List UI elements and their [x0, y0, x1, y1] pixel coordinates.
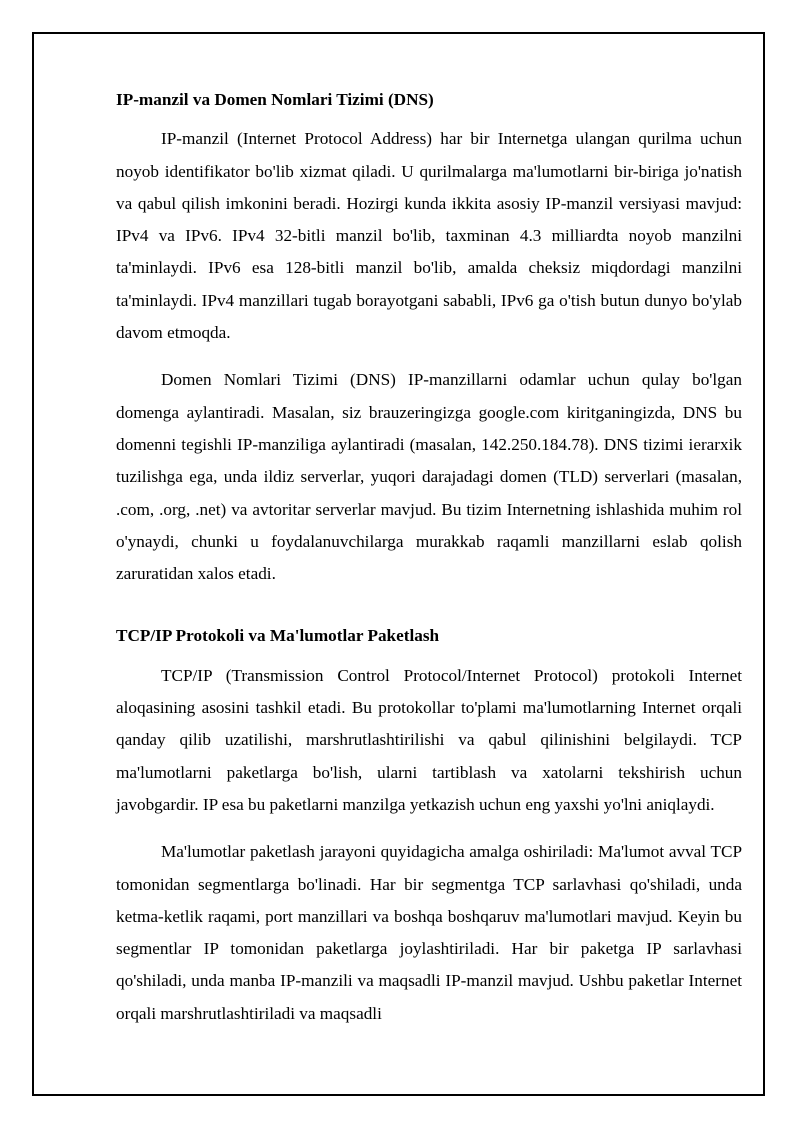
paragraph: Ma'lumotlar paketlash jarayoni quyidagicha amalga oshiriladi: Ma'lumot avval TCP tomonidan segmentlarga bo'linadi. Har bir segmentga TCP sarlavhasi qo'shiladi, unda ketma-ketlik raqami, port manzillari va boshqa boshqaruv ma'lumotlari mavjud. Keyin bu segmentlar IP tomonidan paketlarga joylashtiriladi. Har bir paketga IP sarlavhasi qo'shiladi, unda manba IP-manzili va maqsadli IP-manzil mavjud. Ushbu paketlar Internet orqali marshrutlashtiriladi va maqsadli	[116, 842, 742, 1023]
section-heading: IP-manzil va Domen Nomlari Tizimi (DNS)	[116, 90, 434, 109]
document-body	[116, 84, 742, 1030]
paragraph: Domen Nomlari Tizimi (DNS) IP-manzillarni odamlar uchun qulay bo'lgan domenga aylantiradi. Masalan, siz brauzeringizga google.com kiritganingizda, DNS bu domenni tegishli IP-manziliga aylantiradi (masalan, 142.250.184.78). DNS tizimi ierarxik tuzilishga ega, unda ildiz serverlar, yuqori darajadagi domen (TLD) serverlari (masalan, .com, .org, .net) va avtoritar serverlar mavjud. Bu tizim Internetning ishlashida muhim rol o'ynaydi, chunki u foydalanuvchilarga murakkab raqamli manzillarni eslab qolish zaruratidan xalos etadi.	[116, 370, 742, 584]
section-heading: TCP/IP Protokoli va Ma'lumotlar Paketlash	[116, 626, 440, 646]
paragraph: TCP/IP (Transmission Control Protocol/Internet Protocol) protokoli Internet aloqasining asosini tashkil etadi. Bu protokollar to'plami ma'lumotlarning Internet orqali qanday qilib uzatilishi, marshrutlashtirilishi va qabul qilinishini belgilaydi. TCP ma'lumotlarni paketlarga bo'lish, ularni tartiblash va xatolarni tekshirish uchun javobgardir. IP esa bu paketlarni manzilga yetkazish uchun eng yaxshi yo'lni aniqlaydi.	[116, 665, 742, 814]
section-ip-dns	[116, 84, 742, 590]
paragraph: IP-manzil (Internet Protocol Address) har bir Internetga ulangan qurilma uchun noyob identifikator bo'lib xizmat qiladi. U qurilmalarga ma'lumotlarni bir-biriga jo'natish va qabul qilish imkonini beradi. Hozirgi kunda ikkita asosiy IP-manzil versiyasi mavjud: IPv4 va IPv6. IPv4 32-bitli manzil bo'lib, taxminan 4.3 milliardta noyob manzilni ta'minlaydi. IPv6 esa 128-bitli manzil bo'lib, amalda cheksiz miqdordagi manzilni ta'minlaydi. IPv4 manzillari tugab borayotgani sababli, IPv6 ga o'tish butun dunyo bo'ylab davom etmoqda.	[116, 129, 742, 343]
section-tcp-ip	[116, 620, 742, 1030]
